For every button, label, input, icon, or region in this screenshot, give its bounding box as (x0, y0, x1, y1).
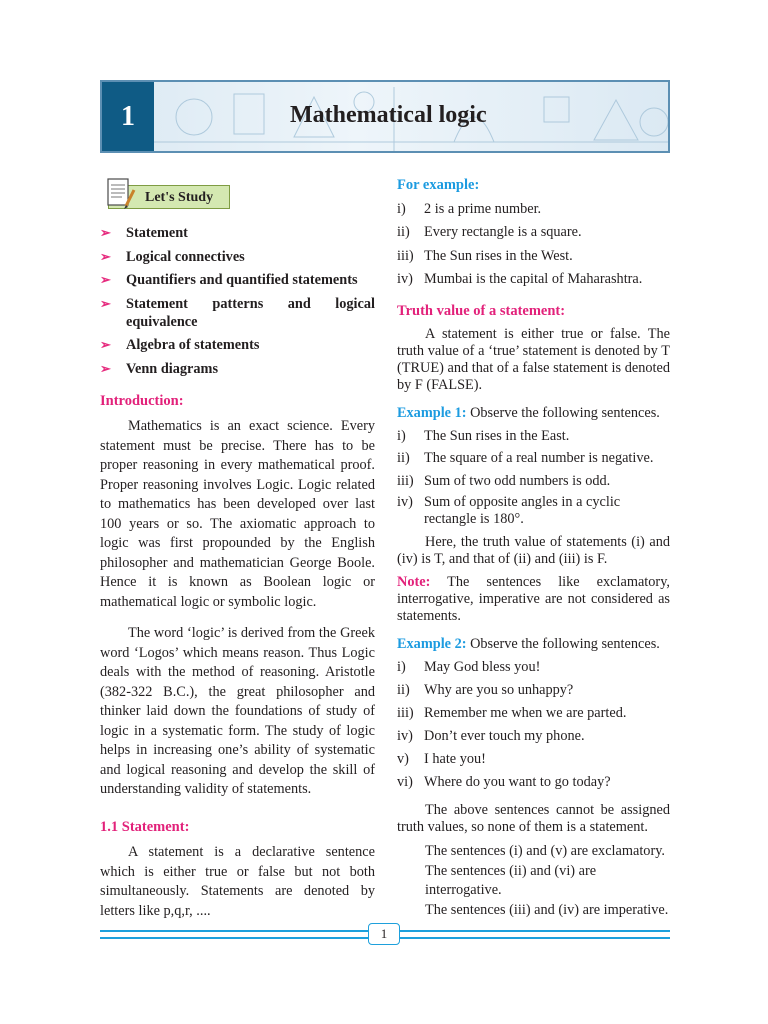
truth-value-heading: Truth value of a statement: (397, 302, 566, 319)
list-item: iv) Sum of opposite angles in a cyclic rectangle is 180°. (397, 494, 621, 527)
list-item: i) The Sun rises in the East. (397, 427, 570, 444)
introduction-heading: Introduction: (100, 392, 184, 409)
chapter-number: 1 (102, 82, 154, 151)
lets-study-label: Let's Study (108, 185, 230, 209)
example-2-line-2: The sentences (ii) and (vi) are interrogative. (425, 862, 597, 898)
example-1-list (397, 427, 670, 529)
arrow-bullet-icon: ➢ (100, 272, 111, 287)
introduction-paragraph-2: The word ‘logic’ is derived from the Greek word ‘Logos’ which means reason. Thus Logic deals with the method of reasoning. Aristotle (382-322 B.C.), the great philosopher and thinker laid down the foundations of study of logic in a systematic form. The study of logic helps in increasing one’s ability of systematic and logical reasoning and develop the skill of understanding validity of statements. (100, 625, 375, 797)
statement-paragraph: A statement is a declarative sentence which is either true or false but not both simultaneously. Statements are denoted by letters like p,q,r, .... (100, 844, 375, 919)
list-item: v) I hate you! (397, 750, 486, 767)
arrow-bullet-icon: ➢ (100, 337, 111, 352)
list-item: ii) Why are you so unhappy? (397, 681, 574, 698)
example-2-line-1: The sentences (i) and (v) are exclamatory. (425, 843, 666, 859)
truth-value-paragraph: A statement is either true or false. The truth value of a ‘true’ statement is denoted by T (TRUE) and that of a false statement is denoted by F (FALSE). (397, 326, 670, 393)
for-example-list (397, 200, 670, 290)
right-column (397, 176, 670, 920)
statement-heading: 1.1 Statement: (100, 818, 190, 835)
study-topics-list (100, 224, 375, 378)
list-item: i) 2 is a prime number. (397, 200, 542, 217)
list-item: iii) The Sun rises in the West. (397, 247, 573, 264)
notepad-pencil-icon (102, 176, 136, 210)
study-item: ➢ Statement patterns and logical equivalence (100, 295, 375, 330)
arrow-bullet-icon: ➢ (100, 295, 111, 311)
example-2-intro: Example 2: Observe the following sentences. (397, 636, 660, 652)
example-1-intro: Example 1: Observe the following sentences. (397, 405, 660, 421)
left-column (100, 176, 375, 921)
for-example-heading: For example: (397, 177, 480, 193)
list-item: ii) Every rectangle is a square. (397, 224, 582, 240)
study-item: ➢ Algebra of statements (100, 337, 260, 353)
list-item: iii) Sum of two odd numbers is odd. (397, 472, 611, 489)
note-paragraph: Note: The sentences like exclamatory, interrogative, imperative are not considered as statements. (397, 574, 670, 624)
list-item: vi) Where do you want to go today? (397, 773, 611, 790)
list-item: ii) The square of a real number is negative. (397, 450, 654, 466)
study-item: ➢ Statement (100, 225, 188, 241)
introduction-paragraph-1: Mathematics is an exact science. Every statement must be precise. There has to be proper reasoning in every mathematical proof. Proper reasoning involves Logic. Logic related to mathematics has been developed over last 100 years or so. The axiomatic approach to logic was first propounded by the English philosopher and mathematician George Boole. Hence it is known as Boolean logic or mathematical logic or symbolic logic. (100, 418, 375, 610)
chapter-banner (100, 80, 670, 153)
arrow-bullet-icon: ➢ (100, 225, 111, 240)
arrow-bullet-icon: ➢ (100, 360, 111, 376)
example-2-conclusion: The above sentences cannot be assigned truth values, so none of them is a statement. (397, 802, 670, 835)
study-item: ➢ Venn diagrams (100, 360, 219, 377)
study-item: ➢ Quantifiers and quantified statements (100, 272, 358, 288)
example-2-list (397, 658, 670, 793)
example-1-conclusion: Here, the truth value of statements (i) and (iv) is T, and that of (ii) and (iii) is F. (397, 534, 670, 567)
study-item: ➢ Logical connectives (100, 248, 245, 265)
arrow-bullet-icon: ➢ (100, 248, 111, 264)
list-item: iv) Mumbai is the capital of Maharashtra. (397, 271, 643, 287)
page-number: 1 (368, 923, 400, 945)
list-item: i) May God bless you! (397, 658, 541, 675)
chapter-title: Mathematical logic (290, 102, 487, 128)
list-item: iv) Don’t ever touch my phone. (397, 727, 585, 744)
lets-study-box (100, 176, 230, 210)
example-2-line-3: The sentences (iii) and (iv) are imperative. (425, 901, 669, 918)
list-item: iii) Remember me when we are parted. (397, 704, 627, 721)
